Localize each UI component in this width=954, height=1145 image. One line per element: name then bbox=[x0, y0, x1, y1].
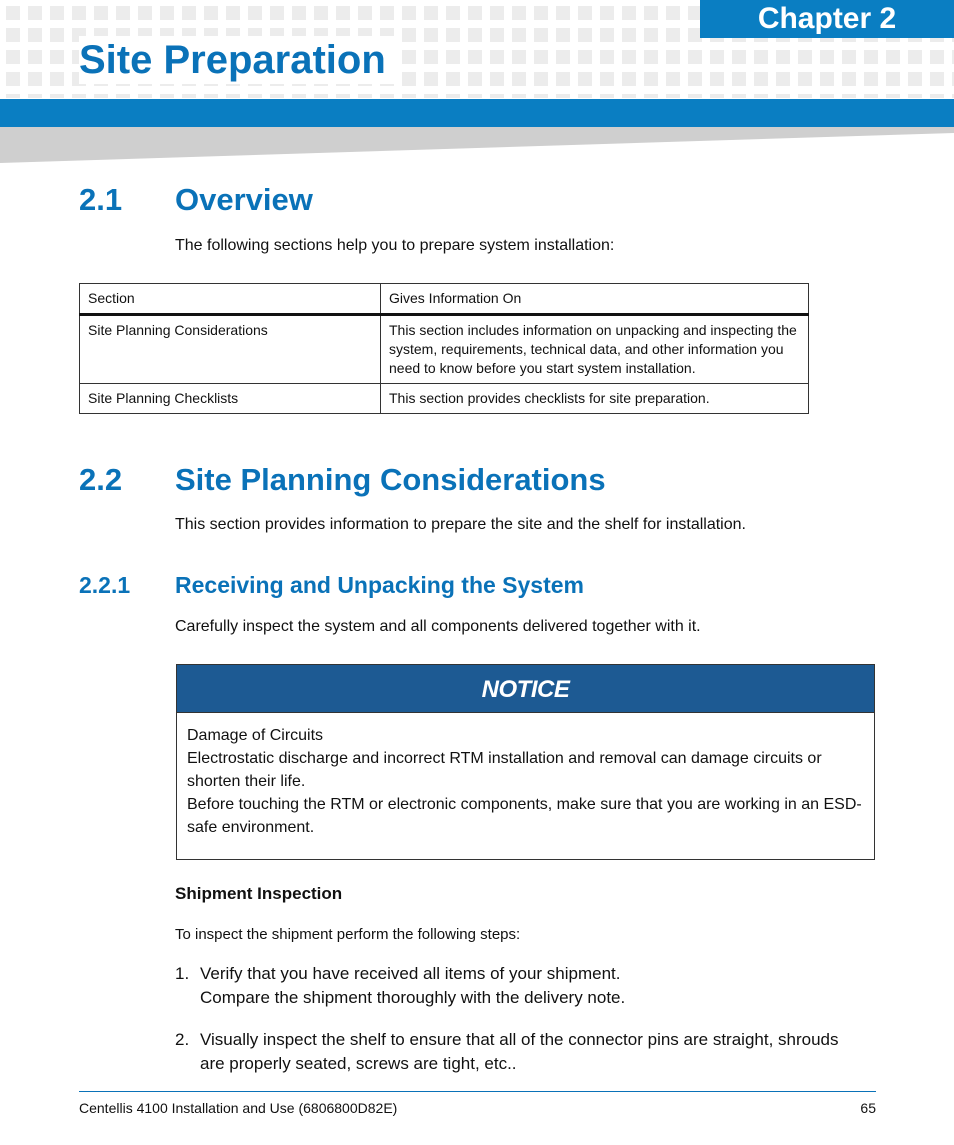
footer-page-number: 65 bbox=[860, 1100, 876, 1116]
step-text bbox=[200, 1028, 860, 1076]
table-header-cell: Section bbox=[80, 284, 381, 315]
shipment-intro: To inspect the shipment perform the following steps: bbox=[175, 926, 521, 943]
step-line: Visually inspect the shelf to ensure that all of the connector pins are straight, shrouds are properly seated, screws are tight, etc.. bbox=[200, 1030, 839, 1073]
table-row bbox=[80, 315, 809, 384]
notice-text: Before touching the RTM or electronic components, make sure that you are working in an ESD-safe environment. bbox=[187, 796, 862, 836]
notice-title: Damage of Circuits bbox=[187, 727, 324, 744]
step-text bbox=[200, 962, 860, 1010]
header-blue-bar bbox=[0, 99, 954, 127]
step-line: Compare the shipment thoroughly with the delivery note. bbox=[200, 988, 626, 1007]
site-planning-intro: This section provides information to prepare the site and the shelf for installation. bbox=[175, 516, 746, 533]
step-number: 2. bbox=[175, 1030, 190, 1049]
heading-site-planning bbox=[79, 462, 606, 498]
step-line: Verify that you have received all items of your shipment. bbox=[200, 964, 621, 983]
table-cell: Site Planning Checklists bbox=[80, 384, 381, 414]
heading-text: Receiving and Unpacking the System bbox=[175, 572, 585, 598]
heading-number: 2.2.1 bbox=[79, 572, 131, 598]
table-header-cell: Gives Information On bbox=[381, 284, 809, 315]
step-number: 1. bbox=[175, 964, 190, 983]
table-cell: Site Planning Considerations bbox=[80, 315, 381, 384]
table-row bbox=[80, 384, 809, 414]
receiving-intro: Carefully inspect the system and all components delivered together with it. bbox=[175, 618, 701, 635]
heading-text: Overview bbox=[175, 182, 313, 217]
overview-table bbox=[79, 283, 809, 414]
notice-box bbox=[176, 664, 875, 860]
notice-label: NOTICE bbox=[177, 665, 874, 713]
notice-text: Electrostatic discharge and incorrect RTM installation and removal can damage circuits or shorten their life. bbox=[187, 750, 822, 790]
heading-receiving-unpacking bbox=[79, 571, 584, 599]
footer-doc-title: Centellis 4100 Installation and Use (6806800D82E) bbox=[79, 1100, 398, 1116]
notice-body bbox=[177, 713, 874, 839]
overview-intro: The following sections help you to prepare system installation: bbox=[175, 237, 615, 254]
heading-number: 2.1 bbox=[79, 182, 123, 217]
heading-number: 2.2 bbox=[79, 462, 123, 497]
table-cell: This section provides checklists for site preparation. bbox=[381, 384, 809, 414]
shipment-heading: Shipment Inspection bbox=[175, 884, 343, 903]
heading-overview bbox=[79, 182, 313, 218]
header-gray-swoosh bbox=[0, 127, 954, 163]
page-title: Site Preparation bbox=[79, 36, 398, 84]
heading-text: Site Planning Considerations bbox=[175, 462, 606, 497]
chapter-label: Chapter 2 bbox=[700, 0, 954, 38]
table-cell: This section includes information on unpacking and inspecting the system, requirements, technical data, and other information you need to know before you start system installation. bbox=[381, 315, 809, 384]
table-header-row bbox=[80, 284, 809, 315]
footer-divider bbox=[79, 1091, 876, 1092]
